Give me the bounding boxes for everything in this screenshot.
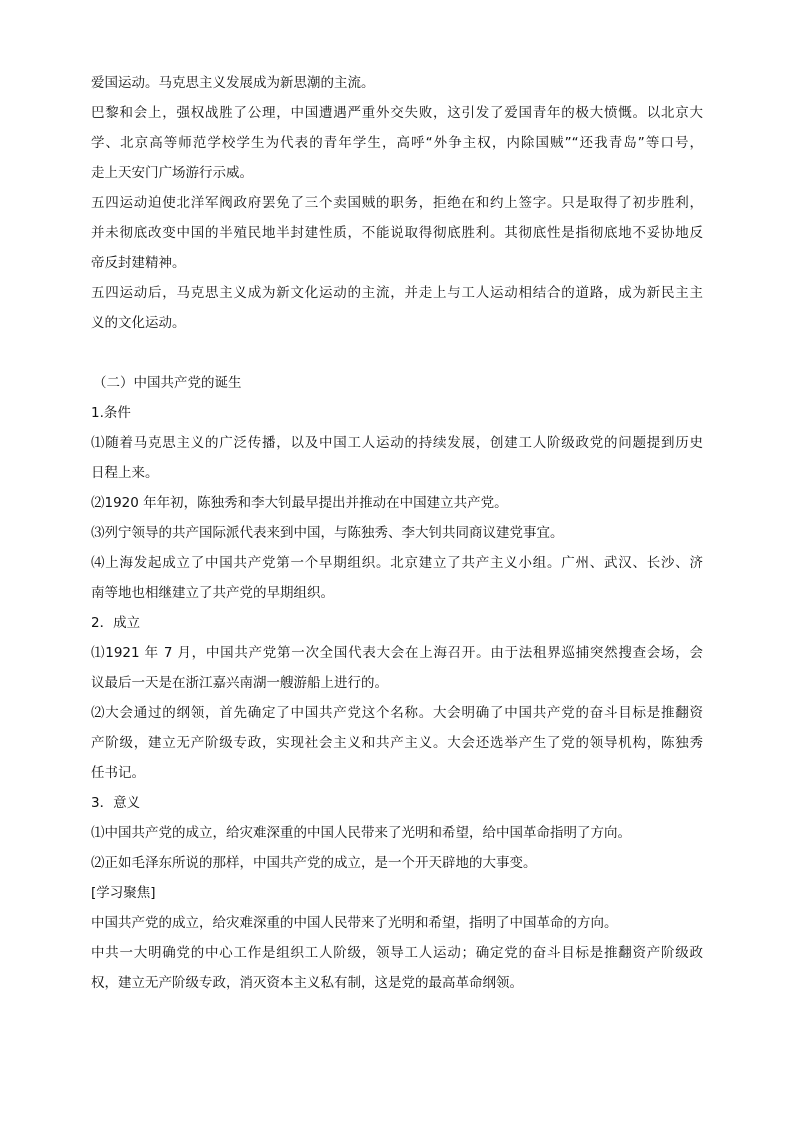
condition-line: ⑷上海发起成立了中国共产党第一个早期组织。北京建立了共产主义小组。广州、武汉、长沙、济 (91, 555, 703, 571)
intro-line: 走上天安门广场游行示威。 (91, 165, 253, 181)
founding-line: 任书记。 (91, 765, 145, 781)
founding-line: ⑴1921 年 7 月，中国共产党第一次全国代表大会在上海召开。由于法租界巡捕突然搜查会场，会 (91, 645, 703, 661)
founding-line: ⑵大会通过的纲领，首先确定了中国共产党这个名称。大会明确了中国共产党的奋斗目标是推翻资 (91, 705, 703, 721)
condition-line: ⑴随着马克思主义的广泛传播，以及中国工人运动的持续发展，创建工人阶级政党的问题提到历史 (91, 435, 703, 451)
condition-line: 南等地也相继建立了共产党的早期组织。 (91, 585, 334, 601)
significance-line: ⑴中国共产党的成立，给灾难深重的中国人民带来了光明和希望，给中国革命指明了方向。 (91, 825, 631, 841)
section-title: （二）中国共产党的诞生 (93, 375, 242, 391)
focus-line: 权，建立无产阶级专政，消灭资本主义私有制，这是党的最高革命纲领。 (91, 975, 523, 991)
conditions-heading: 1.条件 (91, 405, 131, 421)
founding-line: 议最后一天是在浙江嘉兴南湖一艘游船上进行的。 (91, 675, 388, 691)
intro-line: 学、北京高等师范学校学生为代表的青年学生，高呼“外争主权，内除国贼”“还我青岛”等口号， (91, 135, 703, 151)
condition-line: ⑵1920 年年初，陈独秀和李大钊最早提出并推动在中国建立共产党。 (91, 495, 508, 511)
significance-line: ⑵正如毛泽东所说的那样，中国共产党的成立，是一个开天辟地的大事变。 (91, 855, 537, 871)
intro-line: 五四运动迫使北洋军阀政府罢免了三个卖国贼的职务，拒绝在和约上签字。只是取得了初步胜利， (91, 195, 703, 211)
paragraph-spacer (91, 338, 703, 368)
intro-line: 巴黎和会上，强权战胜了公理，中国遭遇严重外交失败，这引发了爱国青年的极大愤慨。以北京大 (91, 105, 703, 121)
intro-line: 五四运动后，马克思主义成为新文化运动的主流，并走上与工人运动相结合的道路，成为新民主主 (91, 285, 703, 301)
intro-line: 帝反封建精神。 (91, 255, 186, 271)
founding-heading: 2．成立 (91, 615, 141, 631)
intro-line: 爱国运动。马克思主义发展成为新思潮的主流。 (91, 75, 375, 91)
focus-line: 中共一大明确党的中心工作是组织工人阶级，领导工人运动；确定党的奋斗目标是推翻资产阶级政 (91, 945, 703, 961)
founding-line: 产阶级，建立无产阶级专政，实现社会主义和共产主义。大会还选举产生了党的领导机构，陈独秀 (91, 735, 703, 751)
document-page (91, 68, 703, 998)
condition-line: 日程上来。 (91, 465, 159, 481)
condition-line: ⑶列宁领导的共产国际派代表来到中国，与陈独秀、李大钊共同商议建党事宜。 (91, 525, 564, 541)
intro-line: 并未彻底改变中国的半殖民地半封建性质，不能说取得彻底胜利。其彻底性是指彻底地不妥协地反 (91, 225, 703, 241)
focus-line: 中国共产党的成立，给灾难深重的中国人民带来了光明和希望，指明了中国革命的方向。 (91, 915, 618, 931)
focus-heading: [学习聚焦] (91, 885, 156, 901)
intro-line: 义的文化运动。 (91, 315, 186, 331)
significance-heading: 3．意义 (91, 795, 141, 811)
